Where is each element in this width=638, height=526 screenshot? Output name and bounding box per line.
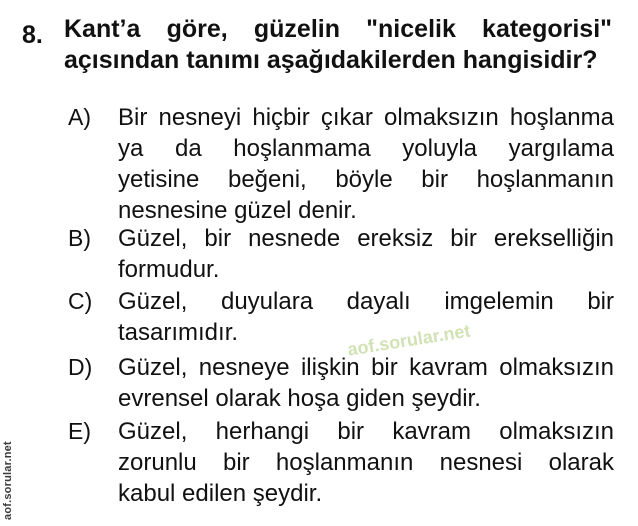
option-text [118,223,614,285]
stem-line: açısından tanımı aşağıdakilerden hangisidir? [64,46,598,74]
option-line: tasarımıdır. [118,319,239,346]
option-letter: C) [68,288,93,314]
option-line: Bir nesneyi hiçbir çıkar olmaksızın hoşlanma [118,104,614,131]
option-line: zorunlu bir hoşlanmanın nesnesi olarak [118,449,614,476]
option-line: yetisine beğeni, böyle bir hoşlanmanın [118,166,614,193]
option-line: formudur. [118,256,220,283]
option-line: Güzel, bir nesnede ereksiz bir erekselliğin [118,225,614,252]
question-number: 8. [22,21,43,49]
option-text [118,416,614,509]
stem-line: Kant’a göre, güzelin "nicelik kategorisi" [64,15,612,43]
side-watermark: aof.sorular.net [2,441,14,520]
question-stem [64,14,612,76]
option-line: Güzel, herhangi bir kavram olmaksızın [118,418,614,445]
option-letter: D) [68,354,93,380]
option-line: nesnesine güzel denir. [118,197,357,224]
option-line: Güzel, nesneye ilişkin bir kavram olmaksızın [118,354,614,381]
option-letter: A) [68,104,91,130]
option-letter: E) [68,418,91,444]
option-text [118,352,614,414]
option-line: ya da hoşlanmama yoluyla yargılama [118,135,614,162]
option-line: Güzel, duyulara dayalı imgelemin bir [118,288,614,315]
option-text [118,102,614,226]
center-watermark: aof.sorular.net [346,320,472,360]
option-letter: B) [68,225,91,251]
option-line: evrensel olarak hoşa giden şeydir. [118,385,481,412]
option-line: kabul edilen şeydir. [118,480,323,507]
